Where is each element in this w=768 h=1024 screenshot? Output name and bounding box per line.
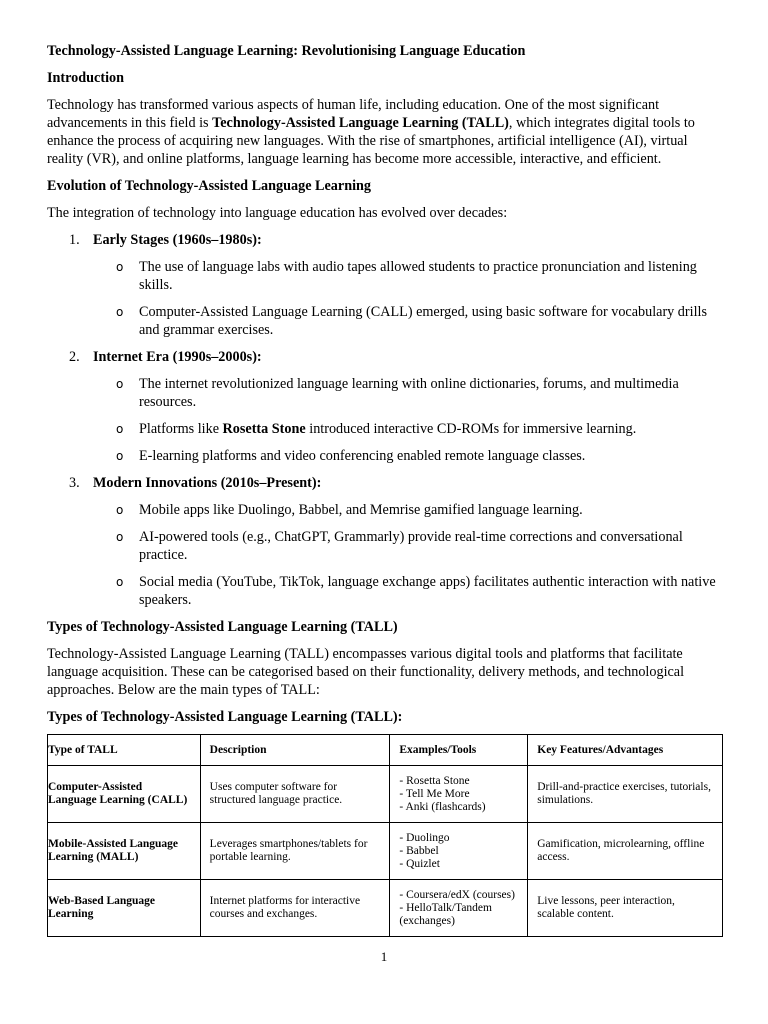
cell-examples — [390, 823, 528, 880]
intro-text-post: , which integrates digital tools to enhance the process of acquiring new languages. With the rise of smartphones, artificial intelligence (AI), virtual reality (VR), and online platforms, language learning has become more accessible, interactive, and efficient. — [47, 115, 695, 167]
bullet-text-bold: Rosetta Stone — [222, 421, 306, 437]
cell-examples — [390, 880, 528, 937]
cell-type: Web-Based Language Learning — [48, 880, 201, 937]
document-title: Technology-Assisted Language Learning: Revolutionising Language Education — [47, 43, 526, 59]
intro-text-pre: Technology has transformed various aspects of human life, including education. One of the most significant advancements in this field is — [47, 97, 660, 131]
cell-type: Mobile-Assisted Language Learning (MALL) — [48, 823, 201, 880]
column-header: Examples/Tools — [390, 735, 528, 766]
stage-item — [47, 348, 723, 465]
document-page — [47, 42, 723, 937]
types-paragraph: Technology-Assisted Language Learning (TALL) encompasses various digital tools and platforms that facilitate language acquisition. These can be categorised based on their functionality, delivery methods, and technological approaches. Below are the main types of TALL: — [47, 646, 685, 698]
example-line: - HelloTalk/Tandem (exchanges) — [399, 901, 492, 927]
table-row — [48, 880, 723, 937]
column-header: Type of TALL — [48, 735, 201, 766]
intro-heading: Introduction — [47, 70, 124, 86]
bullet-item — [47, 501, 723, 519]
cell-type: Computer-Assisted Language Learning (CALL) — [48, 766, 201, 823]
example-line: - Rosetta Stone — [399, 774, 470, 787]
cell-examples — [390, 766, 528, 823]
example-line: - Babbel — [399, 844, 439, 857]
intro-text-bold: Technology-Assisted Language Learning (TALL) — [212, 115, 509, 131]
bullet-text: Social media (YouTube, TikTok, language exchange apps) facilitates authentic interaction with native speakers. — [139, 574, 716, 608]
stage-bullets — [47, 258, 723, 339]
tall-types-table — [47, 734, 723, 937]
stage-bullets — [47, 375, 723, 465]
bullet-item — [47, 573, 723, 609]
cell-features: Drill-and-practice exercises, tutorials, simulations. — [528, 766, 723, 823]
example-line: - Duolingo — [399, 831, 450, 844]
bullet-text-pre: Platforms like — [139, 421, 223, 437]
cell-features: Live lessons, peer interaction, scalable content. — [528, 880, 723, 937]
bullet-item — [47, 375, 723, 411]
table-header-row — [48, 735, 723, 766]
bullet-item — [47, 258, 723, 294]
bullet-text: Mobile apps like Duolingo, Babbel, and Memrise gamified language learning. — [139, 502, 583, 518]
bullet-text: AI-powered tools (e.g., ChatGPT, Grammarly) provide real-time corrections and conversational practice. — [139, 529, 683, 563]
bullet-icon: o — [116, 575, 124, 589]
bullet-icon: o — [116, 305, 124, 319]
table-row — [48, 823, 723, 880]
stage-heading — [47, 348, 723, 366]
stage-number: 3. — [69, 475, 80, 491]
example-line: - Anki (flashcards) — [399, 800, 486, 813]
stage-item — [47, 474, 723, 609]
types-heading: Types of Technology-Assisted Language Learning (TALL) — [47, 619, 398, 635]
stage-bullets — [47, 501, 723, 609]
stage-title: Internet Era (1990s–2000s): — [93, 349, 262, 365]
column-header: Description — [200, 735, 390, 766]
bullet-icon: o — [116, 530, 124, 544]
stage-title: Modern Innovations (2010s–Present): — [93, 475, 322, 491]
bullet-icon: o — [116, 449, 124, 463]
bullet-item — [47, 420, 723, 438]
bullet-icon: o — [116, 422, 124, 436]
bullet-icon: o — [116, 260, 124, 274]
example-line: - Coursera/edX (courses) — [399, 888, 515, 901]
bullet-text: E-learning platforms and video conferencing enabled remote language classes. — [139, 448, 586, 464]
stage-item — [47, 231, 723, 339]
cell-features: Gamification, microlearning, offline access. — [528, 823, 723, 880]
stage-title: Early Stages (1960s–1980s): — [93, 232, 262, 248]
cell-description: Uses computer software for structured language practice. — [200, 766, 390, 823]
bullet-icon: o — [116, 377, 124, 391]
stage-heading — [47, 474, 723, 492]
example-line: - Quizlet — [399, 857, 440, 870]
column-header: Key Features/Advantages — [528, 735, 723, 766]
stage-number: 1. — [69, 232, 80, 248]
page-number: 1 — [380, 949, 388, 964]
intro-paragraph — [47, 96, 723, 168]
example-line: - Tell Me More — [399, 787, 470, 800]
bullet-item — [47, 528, 723, 564]
bullet-item — [47, 303, 723, 339]
table-row — [48, 766, 723, 823]
stage-number: 2. — [69, 349, 80, 365]
bullet-text: The internet revolutionized language learning with online dictionaries, forums, and multimedia resources. — [139, 376, 679, 410]
cell-description: Leverages smartphones/tablets for portable learning. — [200, 823, 390, 880]
evolution-intro: The integration of technology into language education has evolved over decades: — [47, 205, 508, 221]
evolution-stages-list — [47, 231, 723, 609]
bullet-text: Computer-Assisted Language Learning (CALL) emerged, using basic software for vocabulary drills and grammar exercises. — [139, 304, 707, 338]
types-table-heading: Types of Technology-Assisted Language Learning (TALL): — [47, 709, 403, 725]
bullet-item — [47, 447, 723, 465]
stage-heading — [47, 231, 723, 249]
bullet-text: The use of language labs with audio tapes allowed students to practice pronunciation and listening skills. — [139, 259, 697, 293]
evolution-heading: Evolution of Technology-Assisted Language Learning — [47, 178, 372, 194]
cell-description: Internet platforms for interactive courses and exchanges. — [200, 880, 390, 937]
bullet-icon: o — [116, 503, 124, 517]
bullet-text-post: introduced interactive CD-ROMs for immersive learning. — [305, 421, 637, 437]
